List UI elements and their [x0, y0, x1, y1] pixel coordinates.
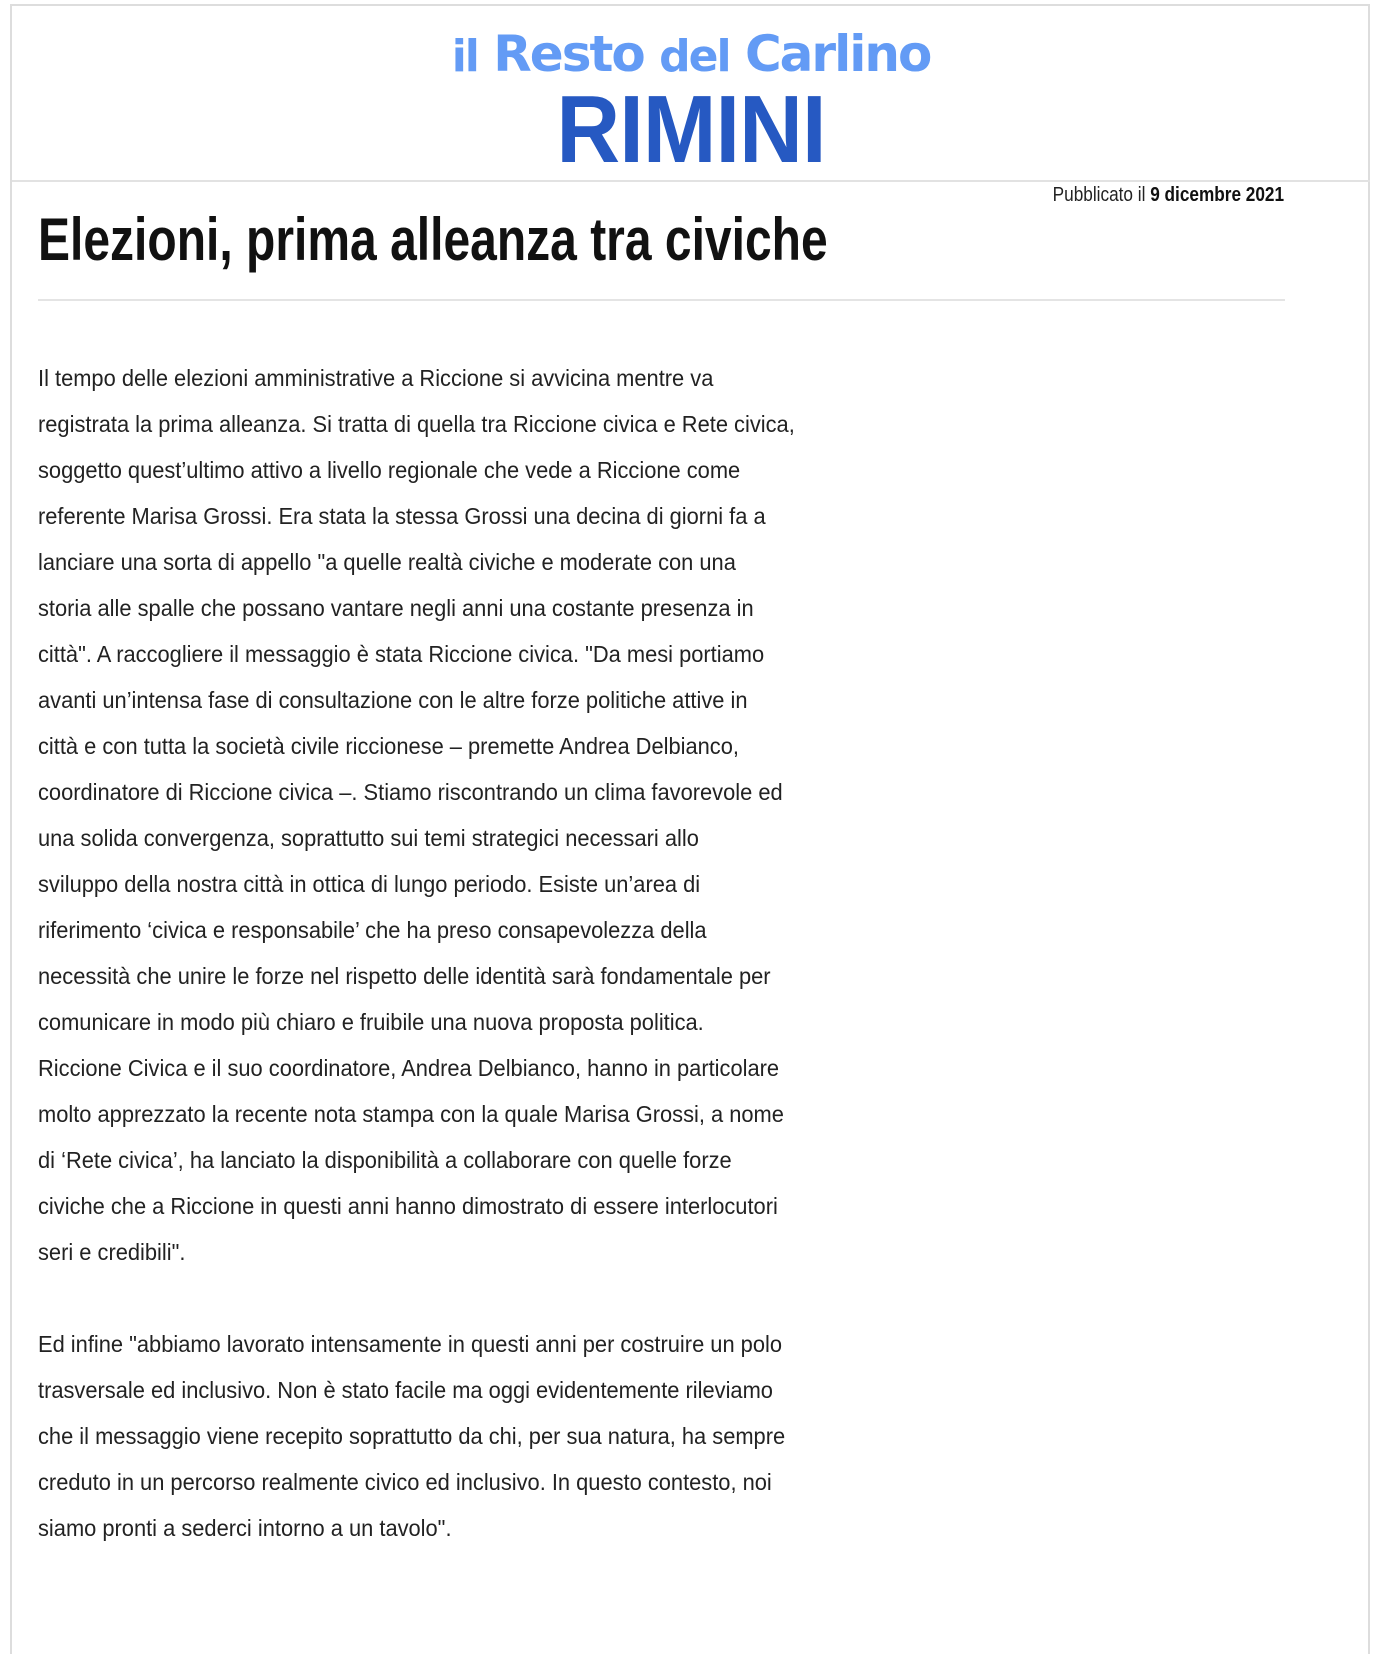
paragraph-line: trasversale ed inclusivo. Non è stato facile ma oggi evidentemente rileviamo — [38, 1377, 773, 1403]
brand-suffix: Carlino — [744, 25, 931, 83]
title-divider — [38, 299, 1285, 301]
paragraph-line: civiche che a Riccione in questi anni hanno dimostrato di essere interlocutori — [38, 1193, 778, 1219]
article-paragraph-2 — [38, 1321, 938, 1551]
edition-city[interactable]: RIMINI — [556, 76, 826, 183]
paragraph-line: referente Marisa Grossi. Era stata la stessa Grossi una decina di giorni fa a — [38, 503, 766, 529]
published-date-value: 9 dicembre 2021 — [1150, 184, 1284, 206]
paragraph-line: molto apprezzato la recente nota stampa con la quale Marisa Grossi, a nome — [38, 1101, 784, 1127]
paragraph-line: città e con tutta la società civile riccionese – premette Andrea Delbianco, — [38, 733, 739, 759]
paragraph-line: siamo pronti a sederci intorno a un tavolo". — [38, 1515, 452, 1541]
paragraph-line: riferimento ‘civica e responsabile’ che ha preso consapevolezza della — [38, 917, 707, 943]
paragraph-line: registrata la prima alleanza. Si tratta di quella tra Riccione civica e Rete civica, — [38, 411, 795, 437]
brand-prefix: il — [451, 31, 478, 82]
brand-name: Resto — [493, 25, 644, 83]
paragraph-line: storia alle spalle che possano vantare negli anni una costante presenza in — [38, 595, 754, 621]
publication-date — [1053, 184, 1284, 207]
paragraph-line: necessità che unire le forze nel rispetto delle identità sarà fondamentale per — [38, 963, 771, 989]
published-label: Pubblicato il — [1052, 184, 1146, 206]
paragraph-line: città". A raccogliere il messaggio è stata Riccione civica. "Da mesi portiamo — [38, 641, 765, 667]
paragraph-line: comunicare in modo più chiaro e fruibile una nuova proposta politica. — [38, 1009, 704, 1035]
article-body — [38, 355, 938, 1551]
paragraph-line: Ed infine "abbiamo lavorato intensamente in questi anni per costruire un polo — [38, 1331, 782, 1357]
paragraph-line: avanti un’intensa fase di consultazione con le altre forze politiche attive in — [38, 687, 748, 713]
paragraph-line: sviluppo della nostra città in ottica di lungo periodo. Esiste un’area di — [38, 871, 701, 897]
paragraph-line: una solida convergenza, soprattutto sui temi strategici necessari allo — [38, 825, 699, 851]
paragraph-line: Riccione Civica e il suo coordinatore, Andrea Delbianco, hanno in particolare — [38, 1055, 780, 1081]
masthead — [12, 6, 1370, 182]
paragraph-line: seri e credibili". — [38, 1239, 186, 1265]
paragraph-line: di ‘Rete civica’, ha lanciato la disponibilità a collaborare con quelle forze — [38, 1147, 732, 1173]
article-title: Elezioni, prima alleanza tra civiche — [38, 206, 828, 273]
paragraph-line: creduto in un percorso realmente civico ed inclusivo. In questo contesto, noi — [38, 1469, 772, 1495]
paragraph-line: che il messaggio viene recepito soprattutto da chi, per sua natura, ha sempre — [38, 1423, 786, 1449]
paragraph-line: coordinatore di Riccione civica –. Stiamo riscontrando un clima favorevole ed — [38, 779, 783, 805]
paragraph-line: Il tempo delle elezioni amministrative a Riccione si avvicina mentre va — [38, 365, 714, 391]
brand-middle: del — [659, 31, 730, 82]
paragraph-line: lanciare una sorta di appello "a quelle realtà civiche e moderate con una — [38, 549, 736, 575]
article-paragraph-1 — [38, 355, 938, 1275]
paragraph-line: soggetto quest’ultimo attivo a livello regionale che vede a Riccione come — [38, 457, 741, 483]
